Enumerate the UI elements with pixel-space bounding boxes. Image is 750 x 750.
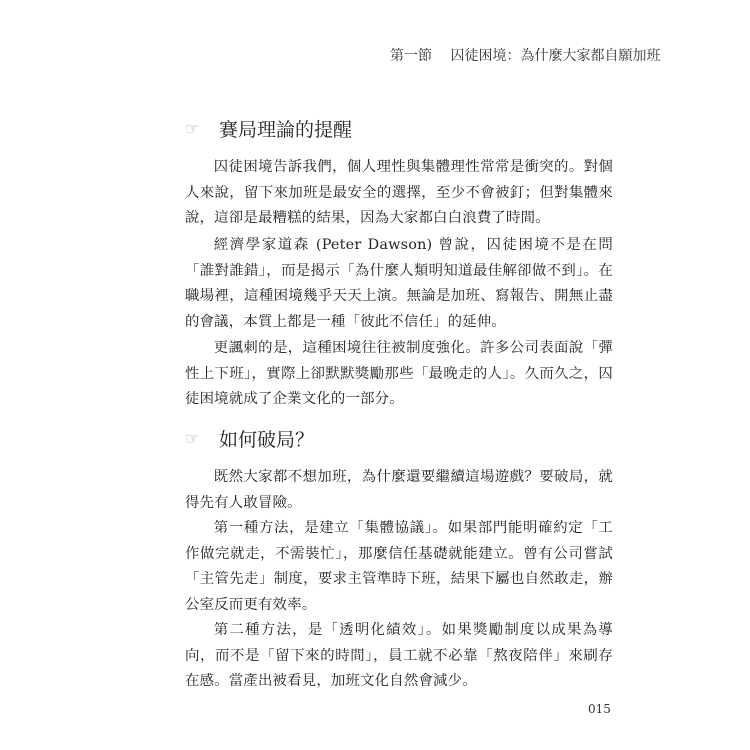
paragraph: 既然大家都不想加班，為什麼還要繼續這場遊戲？要破局，就得先有人敢冒險。 — [185, 469, 613, 511]
heading-text: 賽局理論的提醒 — [219, 119, 353, 141]
page-number: 015 — [588, 702, 611, 716]
running-header — [390, 45, 661, 65]
chapter-title: 囚徒困境：為什麼大家都自願加班 — [450, 48, 661, 64]
section-number: 第一節 — [390, 48, 432, 64]
paragraph: 囚徒困境告訴我們，個人理性與集體理性常常是衝突的。對個人來說，留下來加班是最安全的選擇，至少不會被釘；但對集體來說，這卻是最糟糕的結果，因為大家都白白浪費了時間。 — [185, 159, 613, 226]
pointing-hand-icon: ☞ — [185, 429, 200, 448]
paragraph: 更諷刺的是，這種困境往往被制度強化。許多公司表面說「彈性上下班」，實際上卻默默獎勵那些「最晚走的人」。久而久之，囚徒困境就成了企業文化的一部分。 — [185, 340, 613, 407]
pointing-hand-icon: ☞ — [185, 119, 200, 138]
section-heading-breaking-deadlock — [185, 425, 314, 452]
heading-text: 如何破局？ — [219, 429, 315, 451]
section-heading-game-theory — [185, 115, 352, 142]
paragraph: 經濟學家道森 (Peter Dawson) 曾說，囚徒困境不是在問「誰對誰錯」，而是揭示「為什麼人類明知道最佳解卻做不到」。在職場裡，這種困境幾乎天天上演。無論是加班、寫報告、開無止盡的會議，本質上都是一種「彼此不信任」的延伸。 — [185, 237, 613, 330]
paragraph: 第二種方法，是「透明化績效」。如果獎勵制度以成果為導向，而不是「留下來的時間」，員工就不必靠「熬夜陪伴」來刷存在感。當產出被看見，加班文化自然會減少。 — [185, 622, 613, 689]
paragraph: 第一種方法，是建立「集體協議」。如果部門能明確約定「工作做完就走，不需裝忙」，那麼信任基礎就能建立。曾有公司嘗試「主管先走」制度，要求主管準時下班，結果下屬也自然敢走，辦公室反而更有效率。 — [185, 520, 613, 613]
